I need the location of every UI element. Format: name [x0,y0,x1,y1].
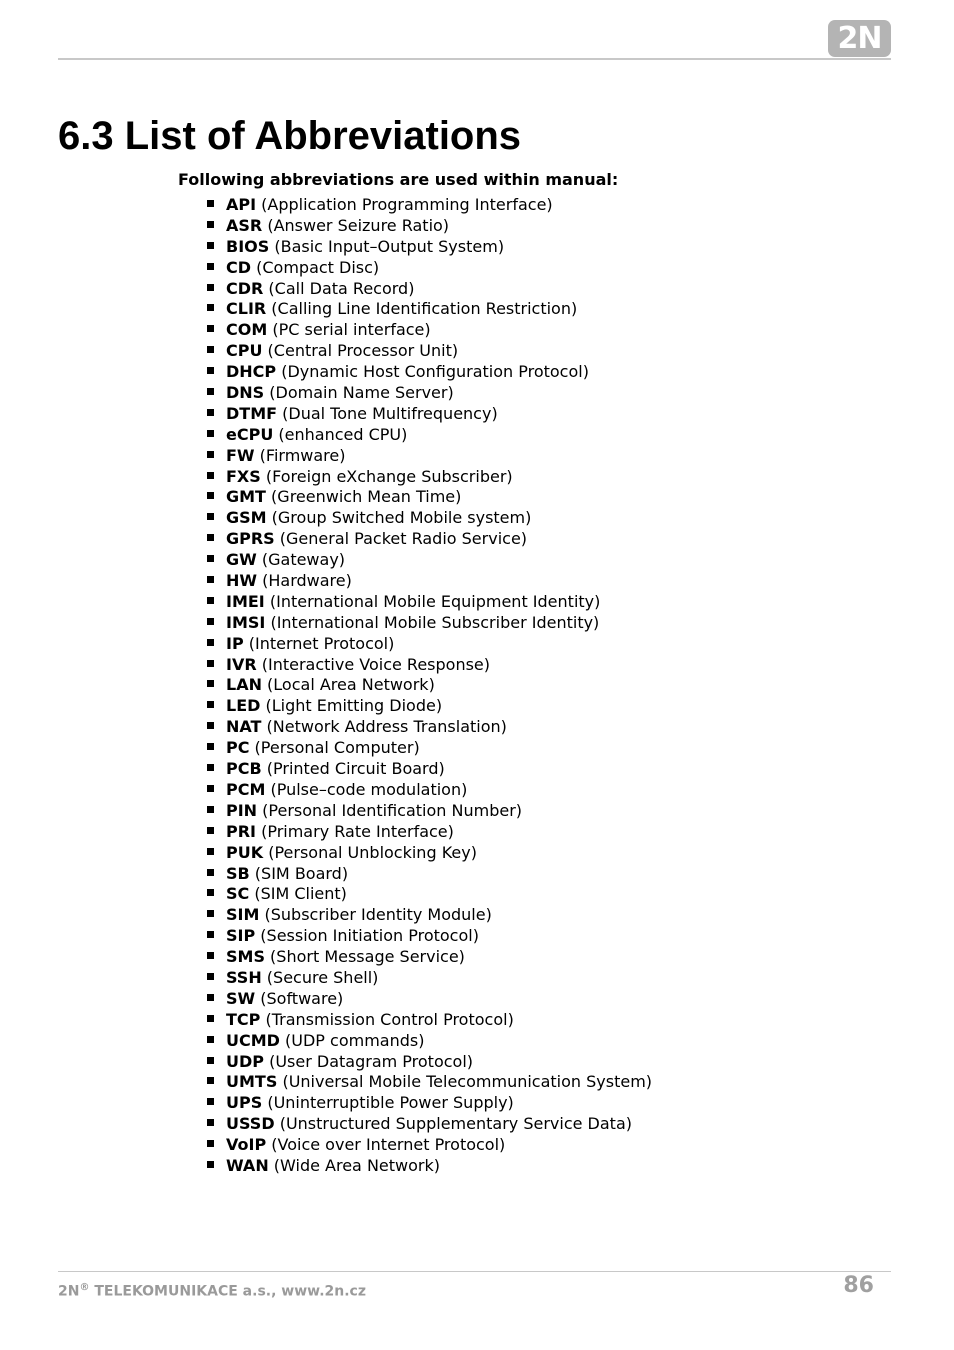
abbreviation-description: (Network Address Translation) [261,717,507,737]
list-item [207,884,652,905]
list-item [207,404,652,425]
abbreviation-description: (Dual Tone Multifrequency) [277,403,498,423]
abbreviation: DTMF [226,403,278,423]
abbreviation: SIP [226,926,256,946]
abbreviation-description: (Hardware) [257,571,352,591]
abbreviation: GPRS [226,529,275,549]
abbreviation: CPU [226,341,263,361]
abbreviation: BIOS [226,236,270,256]
abbreviation-description: (enhanced CPU) [273,424,408,444]
abbreviation: eCPU [226,424,274,444]
abbreviation: PRI [226,821,256,841]
abbreviation-description: (Dynamic Host Configuration Protocol) [276,362,589,382]
square-bullet-icon [207,284,214,291]
abbreviation-description: (Local Area Network) [261,675,435,695]
abbreviation: HW [226,571,258,591]
list-item [207,968,652,989]
square-bullet-icon [207,764,214,771]
abbreviation-description: (Compact Disc) [251,257,380,277]
abbreviation-description: (General Packet Radio Service) [274,529,528,549]
abbreviation-description: (Group Switched Mobile system) [266,508,532,528]
abbreviation-description: (Firmware) [254,445,346,465]
abbreviation: IVR [226,654,257,674]
header-divider [58,58,891,60]
abbreviation: SC [226,884,250,904]
square-bullet-icon [207,1036,214,1043]
list-item [207,717,652,738]
square-bullet-icon [207,346,214,353]
list-item [207,216,652,237]
square-bullet-icon [207,889,214,896]
square-bullet-icon [207,492,214,499]
square-bullet-icon [207,1140,214,1147]
abbreviation-description: (International Mobile Subscriber Identity) [265,612,600,632]
abbreviation: GSM [226,508,267,528]
square-bullet-icon [207,639,214,646]
abbreviation: API [226,195,257,214]
abbreviation: ASR [226,215,263,235]
square-bullet-icon [207,827,214,834]
abbreviation-description: (International Mobile Equipment Identity) [264,591,601,611]
list-item [207,487,652,508]
list-item [207,801,652,822]
square-bullet-icon [207,304,214,311]
square-bullet-icon [207,910,214,917]
list-item [207,1010,652,1031]
square-bullet-icon [207,1119,214,1126]
abbreviation: VoIP [226,1135,267,1155]
square-bullet-icon [207,1098,214,1105]
footer-company [58,1279,366,1301]
abbreviation: DHCP [226,362,277,382]
square-bullet-icon [207,263,214,270]
list-item [207,905,652,926]
square-bullet-icon [207,200,214,207]
list-item [207,989,652,1010]
abbreviation-description: (Light Emitting Diode) [260,696,443,716]
list-item [207,947,652,968]
abbreviation-description: (PC serial interface) [267,320,431,340]
abbreviation: SMS [226,947,265,967]
abbreviation: GMT [226,487,266,507]
square-bullet-icon [207,869,214,876]
square-bullet-icon [207,701,214,708]
abbreviation: FXS [226,466,261,486]
square-bullet-icon [207,973,214,980]
abbreviation: TCP [226,1009,261,1029]
abbreviation-description: (Domain Name Server) [264,383,454,403]
abbreviation: PIN [226,800,258,820]
list-item [207,780,652,801]
square-bullet-icon [207,931,214,938]
list-item [207,738,652,759]
square-bullet-icon [207,513,214,520]
square-bullet-icon [207,325,214,332]
abbreviation-description: (User Datagram Protocol) [264,1051,474,1071]
abbreviation-description: (Pulse–code modulation) [265,779,468,799]
abbreviation: LAN [226,675,262,695]
abbreviation: CLIR [226,299,267,319]
abbreviation: IMSI [226,612,266,632]
list-item [207,634,652,655]
list-item [207,696,652,717]
square-bullet-icon [207,472,214,479]
square-bullet-icon [207,534,214,541]
abbreviation-description: (Call Data Record) [263,278,415,298]
abbreviation: IMEI [226,591,265,611]
abbreviation: SB [226,863,250,883]
abbreviation: DNS [226,383,265,403]
abbreviation: COM [226,320,268,340]
list-item [207,529,652,550]
square-bullet-icon [207,242,214,249]
list-item [207,550,652,571]
abbreviation: UMTS [226,1072,278,1092]
abbreviation: PC [226,738,250,758]
list-item [207,571,652,592]
abbreviation-description: (Basic Input–Output System) [269,236,505,256]
abbreviation: IP [226,633,244,653]
abbreviation-description: (Internet Protocol) [243,633,395,653]
square-bullet-icon [207,1161,214,1168]
abbreviation-description: (SIM Client) [249,884,347,904]
square-bullet-icon [207,952,214,959]
abbreviation-description: (Personal Identification Number) [257,800,523,820]
footer-company-text: TELEKOMUNIKACE a.s., www.2n.cz [89,1283,366,1300]
list-item [207,383,652,404]
list-item [207,446,652,467]
list-item [207,320,652,341]
list-item [207,258,652,279]
abbreviation: LED [226,696,261,716]
list-item [207,279,652,300]
list-item [207,655,652,676]
page-title: 6.3 List of Abbreviations [58,114,522,158]
square-bullet-icon [207,722,214,729]
abbreviation-description: (Secure Shell) [261,967,379,987]
abbreviation: SW [226,988,256,1008]
abbreviation-description: (Greenwich Mean Time) [265,487,462,507]
abbreviation-description: (Printed Circuit Board) [261,759,445,779]
square-bullet-icon [207,451,214,458]
list-item [207,1135,652,1156]
list-item [207,237,652,258]
abbreviation-description: (Answer Seizure Ratio) [262,215,450,235]
abbreviation-description: (Primary Rate Interface) [256,821,454,841]
list-item [207,508,652,529]
list-item [207,843,652,864]
abbreviation-description: (Uninterruptible Power Supply) [262,1093,514,1113]
square-bullet-icon [207,555,214,562]
square-bullet-icon [207,388,214,395]
list-item [207,1093,652,1114]
abbreviation-description: (Personal Computer) [249,738,420,758]
abbreviation-description: (Interactive Voice Response) [256,654,491,674]
square-bullet-icon [207,680,214,687]
list-item [207,675,652,696]
abbreviation: UCMD [226,1030,280,1050]
abbreviation-description: (SIM Board) [249,863,349,883]
abbreviation: PCB [226,759,262,779]
square-bullet-icon [207,994,214,1001]
square-bullet-icon [207,1057,214,1064]
square-bullet-icon [207,597,214,604]
square-bullet-icon [207,576,214,583]
list-item [207,195,652,216]
list-item [207,362,652,383]
abbreviation-description: (Calling Line Identification Restriction) [266,299,578,319]
abbreviation-description: (Central Processor Unit) [262,341,459,361]
abbreviation-description: (Universal Mobile Telecommunication System) [277,1072,653,1092]
abbreviation: UDP [226,1051,264,1071]
list-item [207,1114,652,1135]
abbreviation: WAN [226,1155,269,1175]
abbreviation-description: (Unstructured Supplementary Service Data) [274,1114,632,1134]
page-number: 86 [843,1273,874,1298]
list-item [207,1072,652,1093]
abbreviation-description: (Personal Unblocking Key) [263,842,477,862]
abbreviation-description: (Session Initiation Protocol) [255,926,479,946]
intro-text: Following abbreviations are used within manual: [178,170,619,189]
abbreviation: PUK [226,842,264,862]
square-bullet-icon [207,806,214,813]
abbreviation-list [207,195,652,1177]
square-bullet-icon [207,430,214,437]
abbreviation-description: (Voice over Internet Protocol) [266,1135,506,1155]
square-bullet-icon [207,848,214,855]
square-bullet-icon [207,409,214,416]
square-bullet-icon [207,1015,214,1022]
registered-mark: ® [79,1282,90,1293]
2n-logo: 2N [828,20,891,57]
abbreviation: CDR [226,278,264,298]
list-item [207,1052,652,1073]
square-bullet-icon [207,785,214,792]
abbreviation: UPS [226,1093,263,1113]
list-item [207,1031,652,1052]
list-item [207,299,652,320]
abbreviation: USSD [226,1114,275,1134]
square-bullet-icon [207,367,214,374]
square-bullet-icon [207,618,214,625]
list-item [207,864,652,885]
list-item [207,926,652,947]
abbreviation: FW [226,445,255,465]
abbreviation-description: (Software) [255,988,344,1008]
abbreviation-description: (Transmission Control Protocol) [260,1009,514,1029]
footer-brand: 2N [58,1283,80,1300]
abbreviation-description: (Gateway) [256,550,346,570]
abbreviation: SIM [226,905,260,925]
abbreviation: PCM [226,779,266,799]
list-item [207,467,652,488]
square-bullet-icon [207,1077,214,1084]
square-bullet-icon [207,743,214,750]
abbreviation-description: (Foreign eXchange Subscriber) [260,466,513,486]
abbreviation-description: (Wide Area Network) [268,1155,440,1175]
square-bullet-icon [207,221,214,228]
abbreviation-description: (Short Message Service) [264,947,465,967]
abbreviation: GW [226,550,257,570]
square-bullet-icon [207,660,214,667]
list-item [207,425,652,446]
footer-divider [58,1271,891,1272]
list-item [207,341,652,362]
abbreviation-description: (Subscriber Identity Module) [259,905,492,925]
abbreviation: NAT [226,717,262,737]
list-item [207,759,652,780]
list-item [207,592,652,613]
abbreviation-description: (UDP commands) [279,1030,425,1050]
abbreviation: CD [226,257,252,277]
abbreviation-description: (Application Programming Interface) [256,195,553,214]
list-item [207,1156,652,1177]
list-item [207,822,652,843]
list-item [207,613,652,634]
abbreviation: SSH [226,967,262,987]
